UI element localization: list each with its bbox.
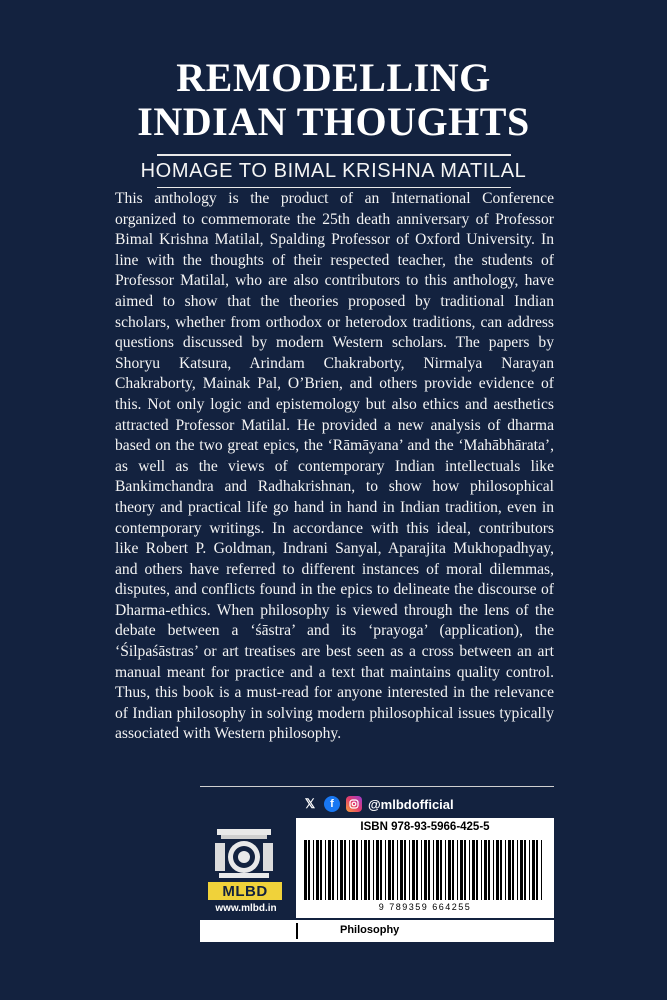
book-blurb: This anthology is the product of an International Conference organized to commemorate the 25th death anniversary of Professor Bimal Krishna Matilal, Spalding Professor of Oxford University. In line with the thoughts of their respected teacher, the students of Professor Matilal, who are also contributors to this anthology, have aimed to show that the theories proposed by traditional Indian scholars, whether from orthodox or heterodox traditions, can address questions discussed by modern Western scholars. The papers by Shoryu Katsura, Arindam Chakraborty, Nirmalya Narayan Chakraborty, Mainak Pal, O’Brien, and others provide evidence of this. Not only logic and epistemology but also ethics and aesthetics attracted Professor Matilal. He provided a new analysis of dharma based on the two great epics, the ‘Rāmāyana’ and the ‘Mahābhārata’, as well as the views of contemporary Indian intellectuals like Bankimchandra and Radhakrishnan, to show how philosophical theory and practical life go hand in hand in Indian tradition, even in contemporary writings. In accordance with this ideal, contributors like Robert P. Goldman, Indrani Sanyal, Aparajita Mukhopadhyay, and others have referred to different instances of moral dilemmas, disputes, and conflicts found in the epics to delineate the discourse of Dharma-ethics. When philosophy is viewed through the lens of the debate between a ‘śāstra’ and its ‘prayoga’ (application), the ‘Śilpaśāstras’ or art treatises are best seen as a cross between an art manual meant for practice and a text that maintains quality control. Thus, this book is a must-read for anyone interested in the relevance of Indian philosophy in solving modern philosophical issues typically associated with Western philosophy. <box>115 190 554 743</box>
isbn-barcode <box>296 818 554 918</box>
barcode-digits: 9 789359 664255 <box>378 902 472 912</box>
category-divider <box>296 923 298 939</box>
book-title <box>0 56 667 144</box>
subtitle-divider <box>157 187 511 188</box>
social-links <box>302 794 454 814</box>
social-handle[interactable]: @mlbdofficial <box>368 796 454 812</box>
instagram-icon[interactable] <box>346 796 362 812</box>
book-subtitle: HOMAGE TO BIMAL KRISHNA MATILAL <box>140 160 527 182</box>
barcode-bars <box>302 840 548 902</box>
footer-divider <box>200 786 554 787</box>
category-bar <box>200 920 554 942</box>
x-icon[interactable]: 𝕏 <box>304 796 316 811</box>
title-divider <box>157 154 511 156</box>
publisher-logo-icon <box>213 827 275 879</box>
publisher-website[interactable]: www.mlbd.in <box>215 903 277 914</box>
isbn-number: ISBN 978-93-5966-425-5 <box>360 821 490 833</box>
facebook-icon[interactable]: f <box>324 796 340 812</box>
category-label: Philosophy <box>340 924 400 936</box>
title-line-1: REMODELLING <box>176 55 491 100</box>
title-line-2: INDIAN THOUGHTS <box>137 99 530 144</box>
publisher-name: MLBD <box>208 882 282 900</box>
